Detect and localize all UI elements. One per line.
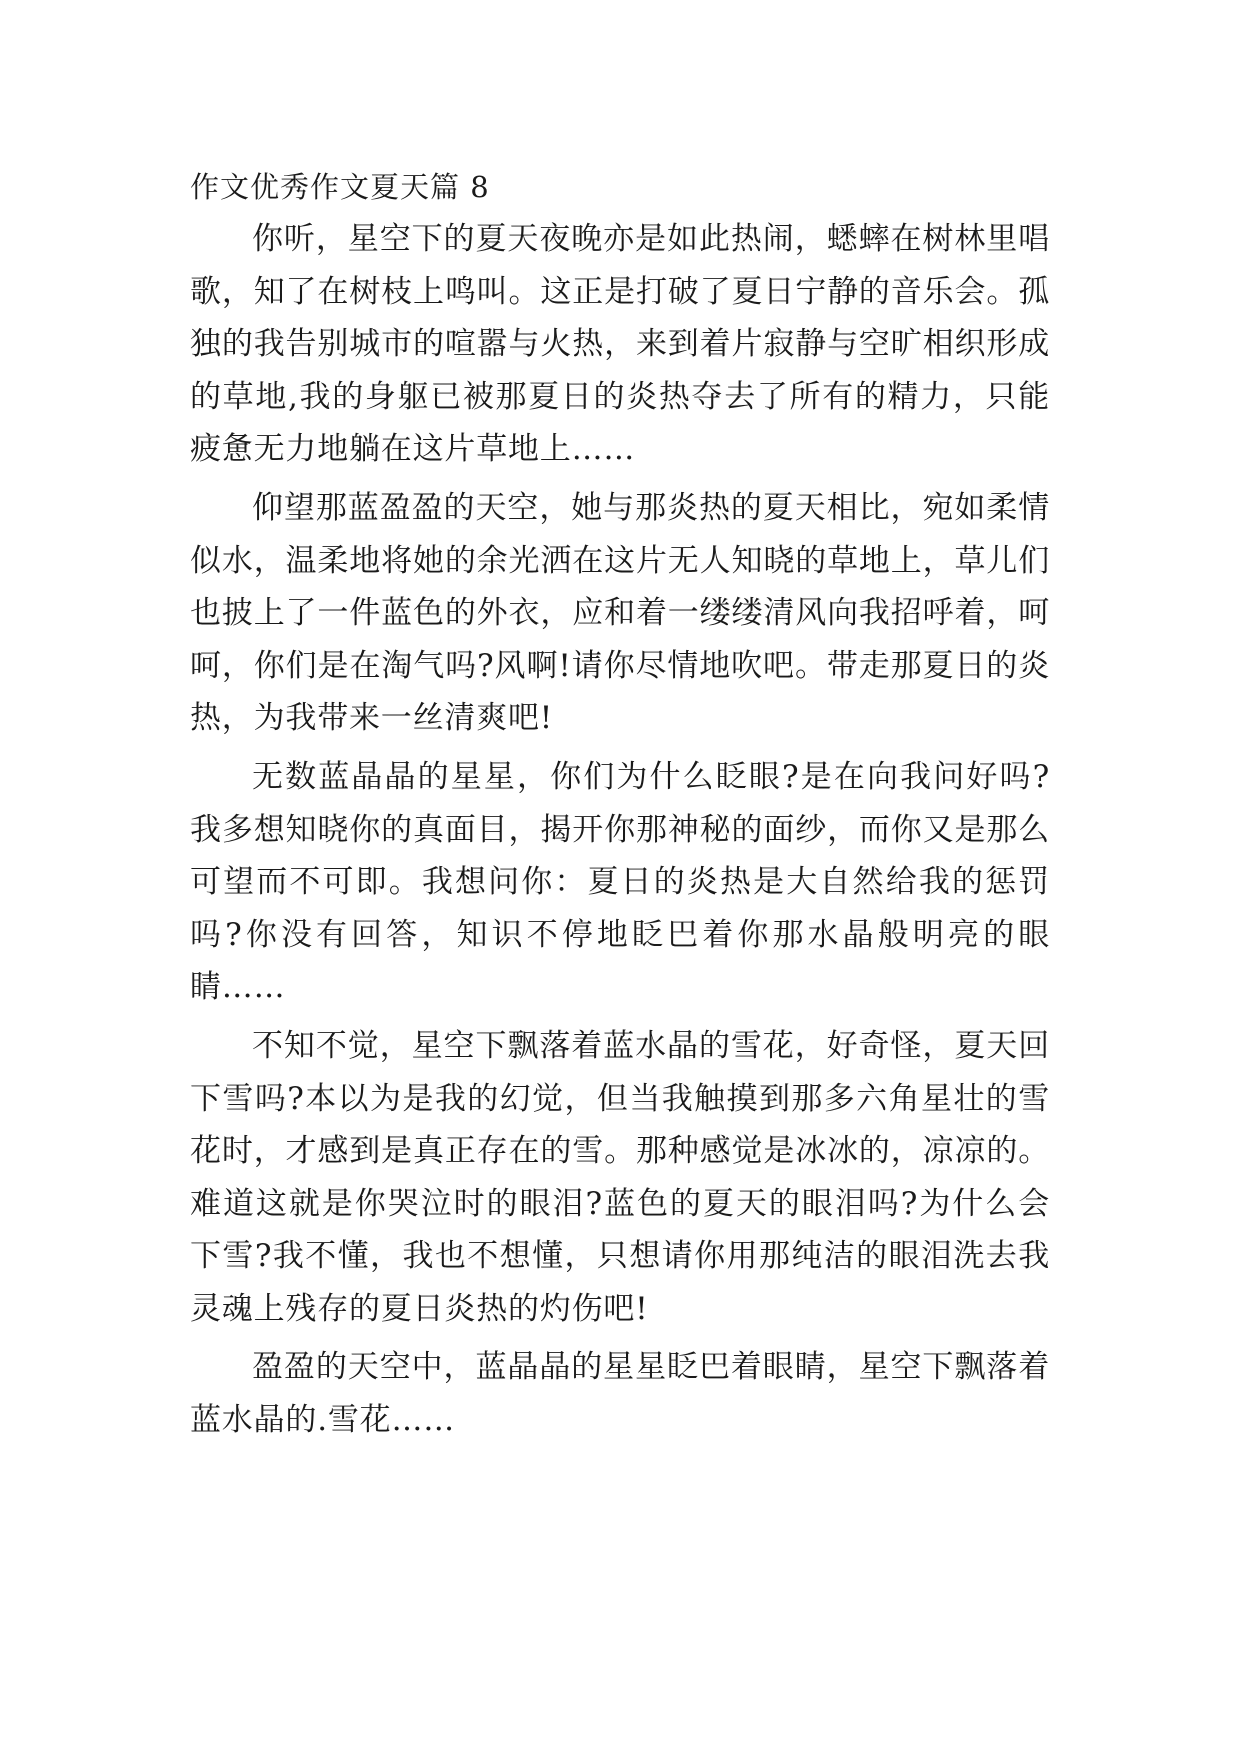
paragraph-2: 仰望那蓝盈盈的天空，她与那炎热的夏天相比，宛如柔情似水，温柔地将她的余光洒在这片无人知晓的草地上，草儿们也披上了一件蓝色的外衣，应和着一缕缕清风向我招呼着，呵呵，你们是在淘气吗?风啊!请你尽情地吹吧。带走那夏日的炎热，为我带来一丝清爽吧!: [190, 489, 1050, 737]
paragraph-5: 盈盈的天空中，蓝晶晶的星星眨巴着眼睛，星空下飘落着蓝水晶的.雪花……: [190, 1349, 1050, 1439]
document-title: 作文优秀作文夏天篇 8: [190, 170, 490, 204]
document-body: [190, 165, 1050, 1447]
paragraph-1: 你听，星空下的夏天夜晚亦是如此热闹，蟋蟀在树林里唱歌，知了在树枝上鸣叫。这正是打破了夏日宁静的音乐会。孤独的我告别城市的喧嚣与火热，来到着片寂静与空旷相织形成的草地,我的身躯已被那夏日的炎热夺去了所有的精力，只能疲惫无力地躺在这片草地上……: [190, 221, 1050, 468]
paragraph-4: 不知不觉，星空下飘落着蓝水晶的雪花，好奇怪，夏天回下雪吗?本以为是我的幻觉，但当我触摸到那多六角星壮的雪花时，才感到是真正存在的雪。那种感觉是冰冰的，凉凉的。难道这就是你哭泣时的眼泪?蓝色的夏天的眼泪吗?为什么会下雪?我不懂，我也不想懂，只想请你用那纯洁的眼泪洗去我灵魂上残存的夏日炎热的灼伤吧!: [190, 1027, 1050, 1327]
paragraph-3: 无数蓝晶晶的星星，你们为什么眨眼?是在向我问好吗?我多想知晓你的真面目，揭开你那神秘的面纱，而你又是那么可望而不可即。我想问你：夏日的炎热是大自然给我的惩罚吗?你没有回答，知识不停地眨巴着你那水晶般明亮的眼睛……: [190, 758, 1050, 1006]
